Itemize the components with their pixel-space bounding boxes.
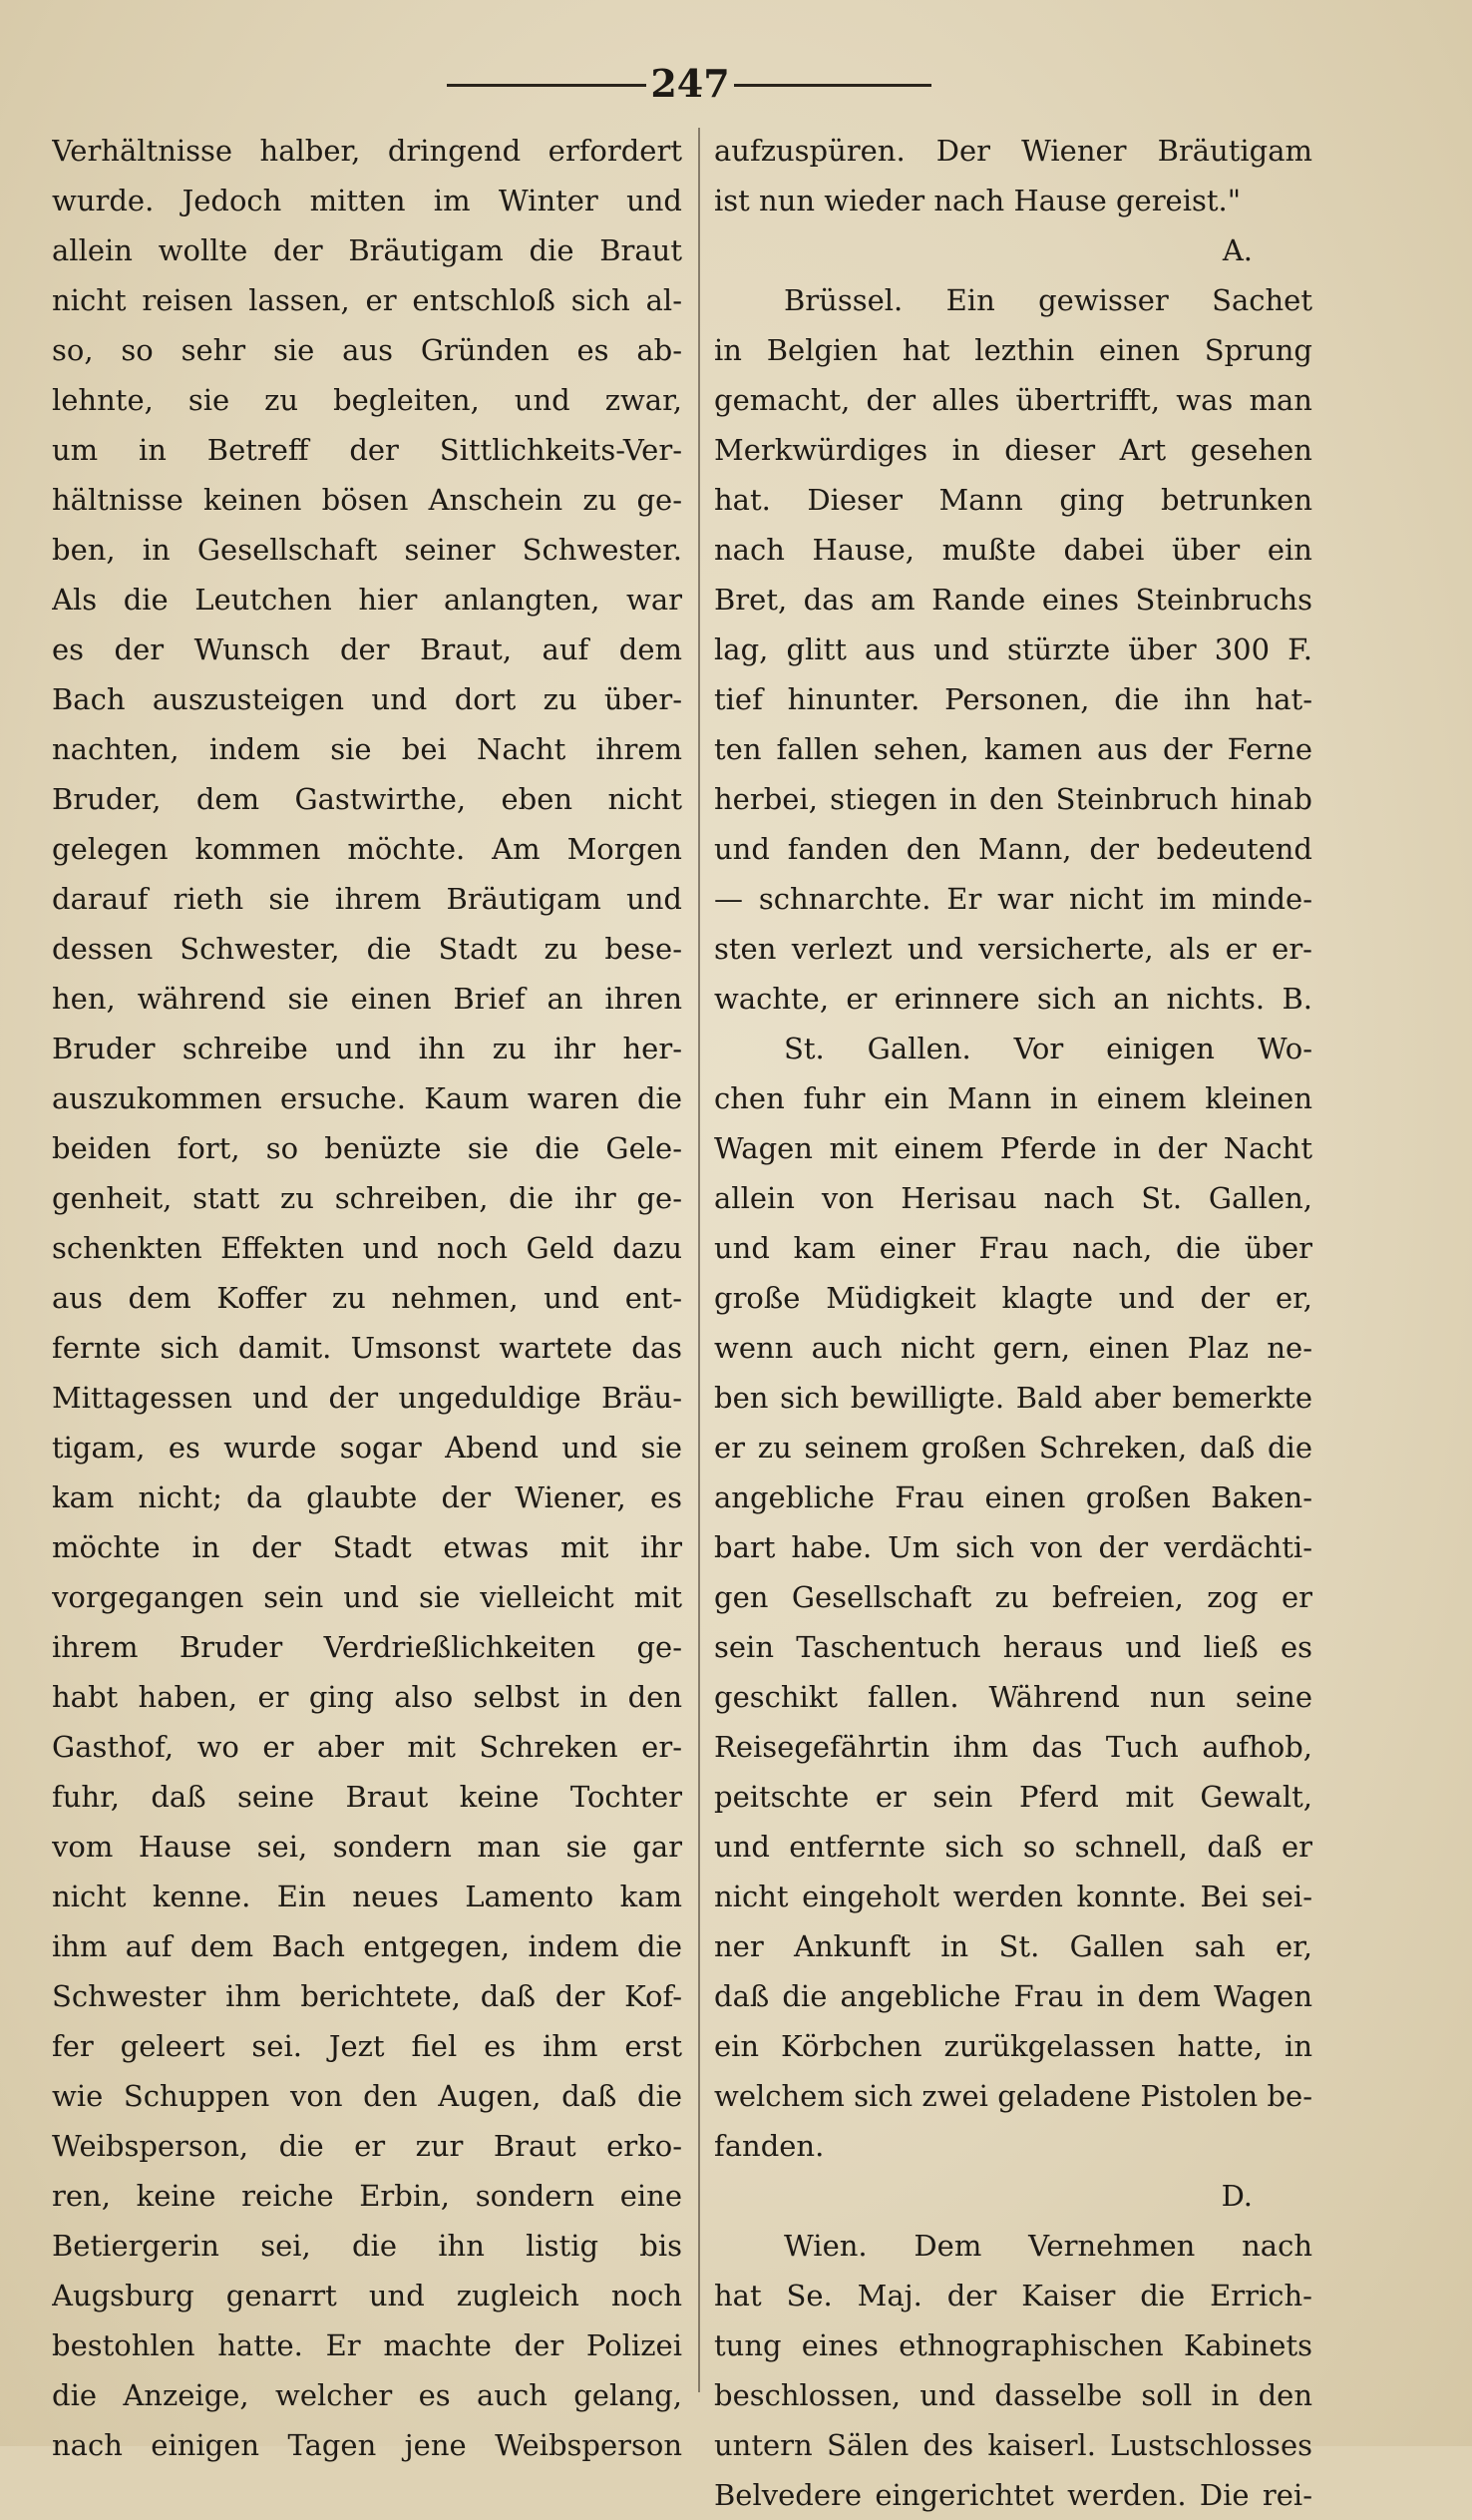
text-line: aus dem Koffer zu nehmen, und ent- [52, 1281, 682, 1315]
text-line: Bach auszusteigen und dort zu über- [52, 682, 682, 716]
text-line: nicht eingeholt werden konnte. Bei sei- [714, 1880, 1312, 1913]
text-line: sein Taschentuch heraus und ließ es [714, 1630, 1312, 1664]
column-divider [698, 128, 700, 2392]
text-line: ihrem Bruder Verdrießlichkeiten ge- [52, 1630, 682, 1664]
text-line: Wagen mit einem Pferde in der Nacht [714, 1131, 1312, 1165]
text-line: Augsburg genarrt und zugleich noch [52, 2279, 682, 2312]
text-line: auszukommen ersuche. Kaum waren die [52, 1081, 682, 1115]
text-line: Bruder, dem Gastwirthe, eben nicht [52, 782, 682, 816]
text-line: angebliche Frau einen großen Baken- [714, 1480, 1312, 1514]
text-line: Bret, das am Rande eines Steinbruchs [714, 583, 1312, 617]
text-line: Betiergerin sei, die ihn listig bis [52, 2229, 682, 2263]
text-line: darauf rieth sie ihrem Bräutigam und [52, 882, 682, 916]
text-line: wie Schuppen von den Augen, daß die [52, 2079, 682, 2113]
text-line: und fanden den Mann, der bedeutend [714, 832, 1312, 866]
text-line: tief hinunter. Personen, die ihn hat- [714, 682, 1312, 716]
text-line: er zu seinem großen Schreken, daß die [714, 1431, 1312, 1465]
text-line: ben sich bewilligte. Bald aber bemerkte [714, 1381, 1312, 1415]
text-line: Merkwürdiges in dieser Art gesehen [714, 433, 1312, 467]
text-line: Reisegefährtin ihm das Tuch aufhob, [714, 1730, 1312, 1764]
right-column [714, 126, 1312, 2520]
text-line: Wien. Dem Vernehmen nach [784, 2229, 1312, 2263]
text-line: nicht kenne. Ein neues Lamento kam [52, 1880, 682, 1913]
text-line: schenkten Effekten und noch Geld dazu [52, 1231, 682, 1265]
text-line: nicht reisen lassen, er entschloß sich al- [52, 283, 682, 317]
text-line: bart habe. Um sich von der verdächti- [714, 1530, 1312, 1564]
text-line: ein Körbchen zurükgelassen hatte, in [714, 2029, 1312, 2063]
text-line: die Anzeige, welcher es auch gelang, [52, 2378, 682, 2412]
text-line: gemacht, der alles übertrifft, was man [714, 383, 1312, 417]
text-line: und kam einer Frau nach, die über [714, 1231, 1312, 1265]
text-line: es der Wunsch der Braut, auf dem [52, 632, 682, 666]
text-line: fuhr, daß seine Braut keine Tochter [52, 1780, 682, 1814]
text-line: aufzuspüren. Der Wiener Bräutigam [714, 134, 1312, 168]
text-line: Weibsperson, die er zur Braut erko- [52, 2129, 682, 2163]
text-line: so, so sehr sie aus Gründen es ab- [52, 333, 682, 367]
text-line: Mittagessen und der ungeduldige Bräu- [52, 1381, 682, 1415]
text-line: herbei, stiegen in den Steinbruch hinab [714, 782, 1312, 816]
text-line: hat. Dieser Mann ging betrunken [714, 483, 1312, 517]
text-line: dessen Schwester, die Stadt zu bese- [52, 932, 682, 966]
author-signature: D. [1221, 2179, 1253, 2213]
text-line: und entfernte sich so schnell, daß er [714, 1830, 1312, 1864]
text-line: chen fuhr ein Mann in einem kleinen [714, 1081, 1312, 1115]
text-line: welchem sich zwei geladene Pistolen be- [714, 2079, 1312, 2113]
text-line: genheit, statt zu schreiben, die ihr ge- [52, 1181, 682, 1215]
text-line: Verhältnisse halber, dringend erfordert [52, 134, 682, 168]
text-line: ner Ankunft in St. Gallen sah er, [714, 1929, 1312, 1963]
text-line: lehnte, sie zu begleiten, und zwar, [52, 383, 682, 417]
text-line: beschlossen, und dasselbe soll in den [714, 2378, 1312, 2412]
text-line: Brüssel. Ein gewisser Sachet [784, 283, 1312, 317]
text-line: wachte, er erinnere sich an nichts. B. [714, 982, 1312, 1016]
text-line: fer geleert sei. Jezt fiel es ihm erst [52, 2029, 682, 2063]
left-column [52, 126, 682, 2470]
text-line: sten verlezt und versicherte, als er er- [714, 932, 1312, 966]
page-header [0, 60, 1472, 108]
text-line: gen Gesellschaft zu befreien, zog er [714, 1580, 1312, 1614]
text-line: allein von Herisau nach St. Gallen, [714, 1181, 1312, 1215]
text-line: fanden. [714, 2129, 825, 2163]
text-line: ihm auf dem Bach entgegen, indem die [52, 1929, 682, 1963]
text-line: untern Sälen des kaiserl. Lustschlosses [714, 2428, 1312, 2462]
text-line: fernte sich damit. Umsonst wartete das [52, 1331, 682, 1365]
text-line: vom Hause sei, sondern man sie gar [52, 1830, 682, 1864]
text-line: geschikt fallen. Während nun seine [714, 1680, 1312, 1714]
text-line: ren, keine reiche Erbin, sondern eine [52, 2179, 682, 2213]
text-line: wenn auch nicht gern, einen Plaz ne- [714, 1331, 1312, 1365]
text-line: nach Hause, mußte dabei über ein [714, 533, 1312, 567]
text-line: ben, in Gesellschaft seiner Schwester. [52, 533, 682, 567]
text-line: hat Se. Maj. der Kaiser die Errich- [714, 2279, 1312, 2312]
text-line: habt haben, er ging also selbst in den [52, 1680, 682, 1714]
header-rule-right [734, 84, 931, 87]
text-line: Schwester ihm berichtete, daß der Kof- [52, 1979, 682, 2013]
text-line: in Belgien hat lezthin einen Sprung [714, 333, 1312, 367]
text-line: nachten, indem sie bei Nacht ihrem [52, 732, 682, 766]
text-line: kam nicht; da glaubte der Wiener, es [52, 1480, 682, 1514]
text-line: peitschte er sein Pferd mit Gewalt, [714, 1780, 1312, 1814]
page-number: 247 [650, 61, 730, 106]
text-line: — schnarchte. Er war nicht im minde- [714, 882, 1312, 916]
author-signature: A. [1222, 233, 1253, 267]
text-line: lag, glitt aus und stürzte über 300 F. [714, 632, 1312, 666]
text-line: allein wollte der Bräutigam die Braut [52, 233, 682, 267]
text-line: beiden fort, so benüzte sie die Gele- [52, 1131, 682, 1165]
text-line: ten fallen sehen, kamen aus der Ferne [714, 732, 1312, 766]
text-line: St. Gallen. Vor einigen Wo- [784, 1032, 1312, 1065]
text-line: hen, während sie einen Brief an ihren [52, 982, 682, 1016]
text-line: möchte in der Stadt etwas mit ihr [52, 1530, 682, 1564]
text-line: tung eines ethnographischen Kabinets [714, 2328, 1312, 2362]
text-line: Als die Leutchen hier anlangten, war [52, 583, 682, 617]
text-line: vorgegangen sein und sie vielleicht mit [52, 1580, 682, 1614]
text-line: Gasthof, wo er aber mit Schreken er- [52, 1730, 682, 1764]
text-line: wurde. Jedoch mitten im Winter und [52, 184, 682, 217]
text-line: daß die angebliche Frau in dem Wagen [714, 1979, 1312, 2013]
text-line: Bruder schreibe und ihn zu ihr her- [52, 1032, 682, 1065]
text-line: tigam, es wurde sogar Abend und sie [52, 1431, 682, 1465]
text-line: um in Betreff der Sittlichkeits-Ver- [52, 433, 682, 467]
text-line: gelegen kommen möchte. Am Morgen [52, 832, 682, 866]
text-line: hältnisse keinen bösen Anschein zu ge- [52, 483, 682, 517]
text-line: bestohlen hatte. Er machte der Polizei [52, 2328, 682, 2362]
text-line: Belvedere eingerichtet werden. Die rei- [714, 2478, 1312, 2512]
text-line: nach einigen Tagen jene Weibsperson [52, 2428, 682, 2462]
header-rule-left [447, 84, 646, 87]
text-line: ist nun wieder nach Hause gereist." [714, 184, 1242, 217]
text-line: große Müdigkeit klagte und der er, [714, 1281, 1312, 1315]
